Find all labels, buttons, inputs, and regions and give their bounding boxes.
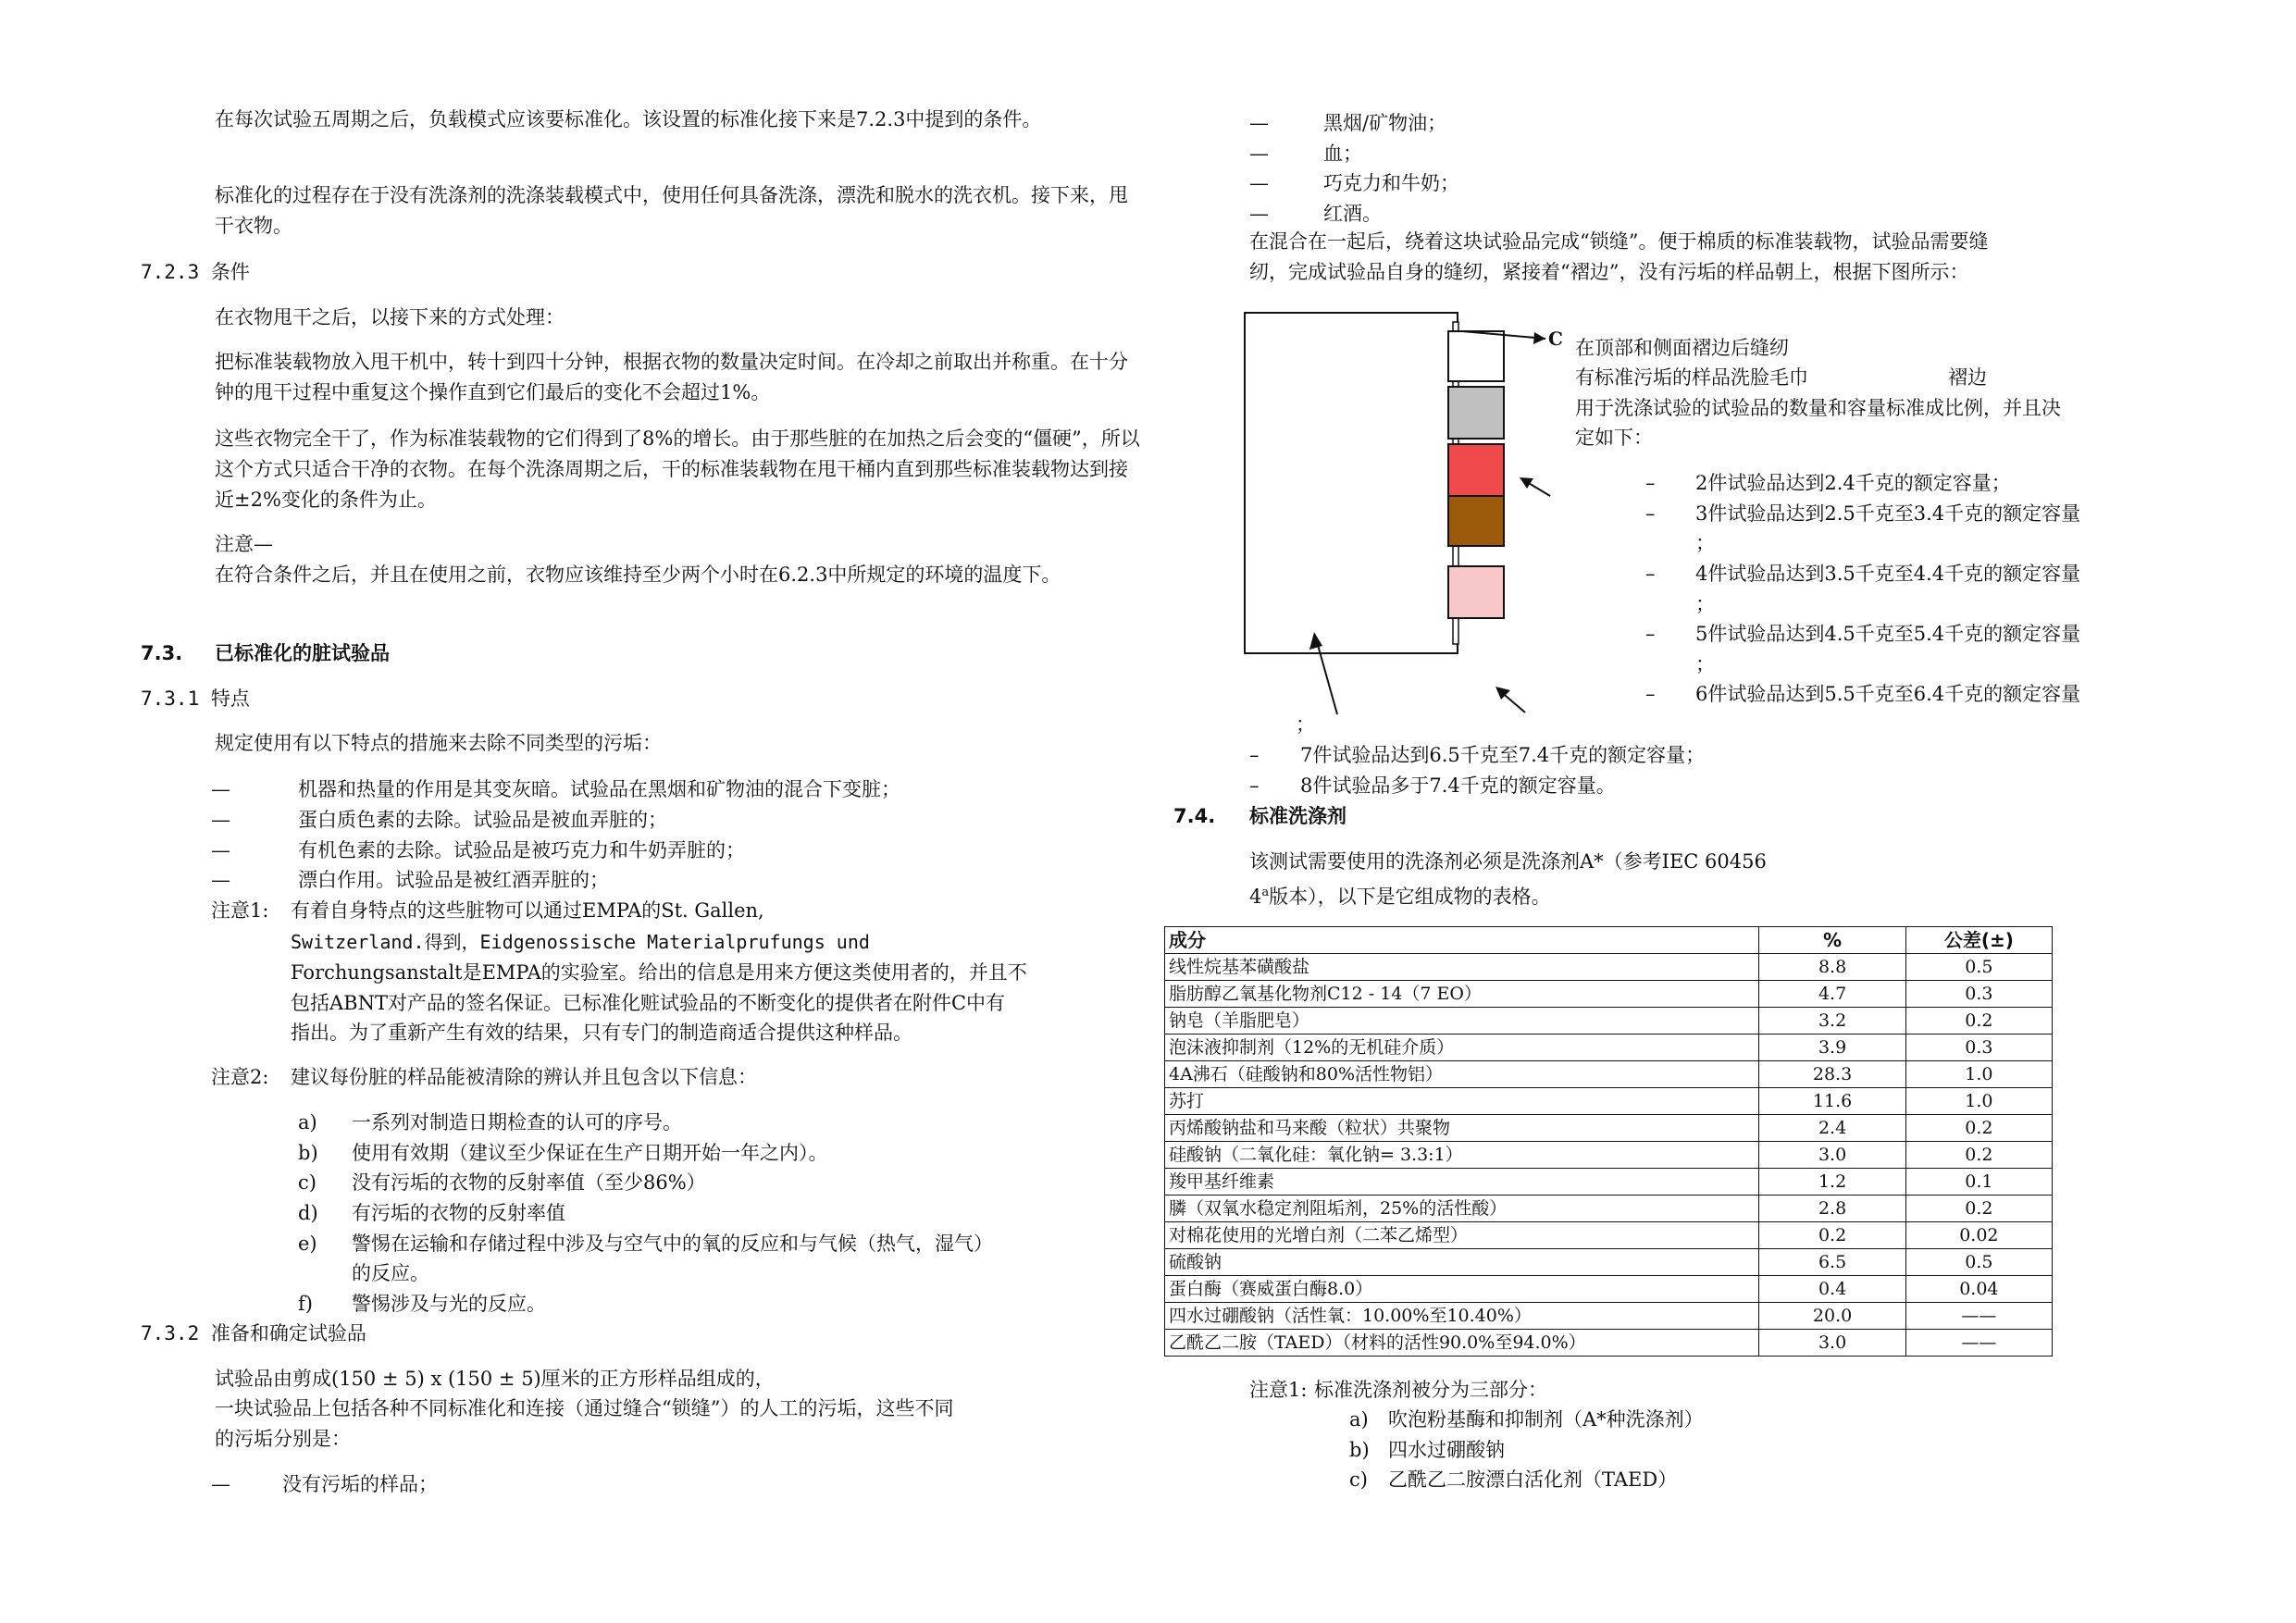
note1-line: 指出。为了重新产生有效的结果，只有专门的制造商适合提供这种样品。 <box>291 1022 912 1044</box>
cell-percent: 2.8 <box>1759 1196 1905 1222</box>
para-detergent-edition <box>1249 877 1551 912</box>
note-text: 标准洗涤剂被分为三部分： <box>1314 1379 1547 1401</box>
cell-component: 线性烷基苯磺酸盐 <box>1165 954 1759 981</box>
note2-item-label: d) <box>298 1202 318 1224</box>
cell-percent: 0.2 <box>1759 1222 1905 1249</box>
edition-superscript: a <box>1261 886 1270 899</box>
capacity-semicolon: ； <box>1296 713 1315 736</box>
table-row <box>1165 1061 2053 1088</box>
para-soil-features: 规定使用有以下特点的措施来去除不同类型的污垢： <box>215 732 662 754</box>
para-test-piece: 的污垢分别是： <box>215 1428 351 1450</box>
edition-number: 4 <box>1249 886 1262 908</box>
figure-label-hem: 褶边 <box>1948 366 1987 389</box>
capacity-item: 3件试验品达到2.5千克至3.4千克的额定容量 <box>1695 502 2081 525</box>
note-item-label: c) <box>1349 1468 1368 1491</box>
note2-item-text: 没有污垢的衣物的反射率值（至少86%） <box>352 1171 706 1194</box>
para-standardization-process: 标准化的过程存在于没有洗涤剂的洗涤装载模式中，使用任何具备洗涤，漂洗和脱水的洗衣机。接下来，甩干衣物。 <box>215 184 1128 237</box>
cell-percent: 3.2 <box>1759 1008 1905 1035</box>
capacity-dash: – <box>1249 774 1260 797</box>
cell-component: 4A沸石（硅酸钠和80%活性物铝） <box>1165 1061 1759 1088</box>
cell-tolerance: 0.2 <box>1905 1196 2052 1222</box>
para-quantity: 定如下： <box>1575 427 1653 449</box>
header-percent: % <box>1759 927 1905 954</box>
para-overlock: 纫，完成试验品自身的缝纫，紧接着“褶边”，没有污垢的样品朝上，根据下图所示： <box>1249 261 1969 283</box>
para-overlock: 在混合在一起后，绕着这块试验品完成“锁缝”。便于棉质的标准装载物，试验品需要缝 <box>1249 230 1989 253</box>
cell-tolerance: 1.0 <box>1905 1088 2052 1115</box>
note-label: 注意1: <box>1249 1379 1308 1401</box>
note2-item-label: e) <box>298 1233 317 1255</box>
soil-item: 红酒。 <box>1323 203 1382 225</box>
cell-component: 硅酸钠（二氧化硅：氧化钠= 3.3:1） <box>1165 1142 1759 1169</box>
cell-percent: 3.0 <box>1759 1142 1905 1169</box>
cell-component: 乙酰乙二胺（TAED）（材料的活性90.0%至94.0%） <box>1165 1330 1759 1357</box>
capacity-item: 2件试验品达到2.4千克的额定容量； <box>1695 472 2011 494</box>
para-note-conditions: 在符合条件之后，并且在使用之前，衣物应该维持至少两个小时在6.2.3中所规定的环境的温度下。 <box>215 564 1061 586</box>
heading-7-3-2: 7.3.2 准备和确定试验品 <box>141 1322 366 1344</box>
capacity-item: 8件试验品多于7.4千克的额定容量。 <box>1300 774 1616 797</box>
soil-item: 巧克力和牛奶； <box>1323 172 1459 194</box>
note2-item-label: a) <box>298 1111 317 1134</box>
para-dried-growth: 这些衣物完全干了，作为标准装载物的它们得到了8%的增长。由于那些脏的在加热之后会变的“僵硬”，所以这个方式只适合干净的衣物。在每个洗涤周期之后，干的标准装载物在甩干桶内直到那些标准装载物达到接近±2%变化的条件为止。 <box>215 427 1140 511</box>
para-detergent: 该测试需要使用的洗涤剂必须是洗涤剂A*（参考IEC 60456 <box>1249 850 1767 873</box>
cell-component: 丙烯酸钠盐和马来酸（粒状）共聚物 <box>1165 1115 1759 1142</box>
note2-item-label: c) <box>298 1171 316 1194</box>
cell-tolerance: 0.5 <box>1905 1249 2052 1276</box>
capacity-semicolon: ； <box>1695 593 1715 615</box>
cell-percent: 3.0 <box>1759 1330 1905 1357</box>
feature-item: 有机色素的去除。试验品是被巧克力和牛奶弄脏的； <box>298 839 745 861</box>
table-row <box>1165 1115 2053 1142</box>
note2-text: 建议每份脏的样品能被清除的辨认并且包含以下信息： <box>291 1066 757 1088</box>
note1-label: 注意1: <box>211 899 269 922</box>
table-row <box>1165 1330 2053 1357</box>
table-row <box>1165 1169 2053 1196</box>
para-after-dry: 在衣物甩干之后，以接下来的方式处理： <box>215 306 565 328</box>
cell-percent: 11.6 <box>1759 1088 1905 1115</box>
cell-percent: 3.9 <box>1759 1035 1905 1061</box>
capacity-dash: – <box>1645 472 1656 494</box>
feature-dash: — <box>211 869 230 891</box>
cell-percent: 20.0 <box>1759 1303 1905 1330</box>
capacity-item: 4件试验品达到3.5千克至4.4千克的额定容量 <box>1695 563 2081 585</box>
para-test-piece: 试验品由剪成(150 ± 5) x (150 ± 5)厘米的正方形样品组成的， <box>215 1368 775 1390</box>
capacity-dash: – <box>1645 683 1656 705</box>
cell-tolerance: 0.3 <box>1905 1035 2052 1061</box>
table-row <box>1165 954 2053 981</box>
capacity-dash: – <box>1645 623 1656 645</box>
cell-percent: 8.8 <box>1759 954 1905 981</box>
cell-component: 苏打 <box>1165 1088 1759 1115</box>
table-row <box>1165 1008 2053 1035</box>
note-item-text: 吹泡粉基酶和抑制剂（A*种洗涤剂） <box>1388 1408 1704 1431</box>
cell-component: 钠皂（羊脂肥皂） <box>1165 1008 1759 1035</box>
table-row <box>1165 1249 2053 1276</box>
note2-item-text: 警惕在运输和存储过程中涉及与空气中的氧的反应和与气候（热气，湿气） <box>352 1233 993 1255</box>
capacity-item: 6件试验品达到5.5千克至6.4千克的额定容量 <box>1695 683 2081 705</box>
feature-item: 蛋白质色素的去除。试验品是被血弄脏的； <box>298 809 667 831</box>
soil-dash: — <box>211 1473 230 1495</box>
cell-tolerance: 1.0 <box>1905 1061 2052 1088</box>
table-row <box>1165 1088 2053 1115</box>
cell-component: 四水过硼酸钠（活性氧：10.00%至10.40%） <box>1165 1303 1759 1330</box>
note-item-label: a) <box>1349 1408 1369 1431</box>
soil-dash: — <box>1249 172 1269 194</box>
note1-line: Forchungsanstalt是EMPA的实验室。给出的信息是用来方便这类使用者的，并且不 <box>291 961 1027 984</box>
para-quantity: 用于洗涤试验的试验品的数量和容量标准成比例，并且决 <box>1575 397 2061 419</box>
note-item-text: 乙酰乙二胺漂白活化剂（TAED） <box>1388 1468 1678 1491</box>
detergent-composition-table <box>1164 926 2053 1357</box>
note2-item-label: b) <box>298 1142 318 1164</box>
heading-7-3-number: 7.3. <box>141 642 183 664</box>
table-row <box>1165 1035 2053 1061</box>
cell-component: 羧甲基纤维素 <box>1165 1169 1759 1196</box>
edition-text: 版本），以下是它组成物的表格。 <box>1269 886 1551 908</box>
cell-component: 对棉花使用的光增白剂（二苯乙烯型） <box>1165 1222 1759 1249</box>
table-row <box>1165 981 2053 1008</box>
soil-item: 黑烟/矿物油； <box>1323 112 1447 134</box>
soil-dash: — <box>1249 203 1269 225</box>
note-item-label: b) <box>1349 1439 1370 1461</box>
feature-item: 机器和热量的作用是其变灰暗。试验品在黑烟和矿物油的混合下变脏； <box>298 778 900 800</box>
feature-dash: — <box>211 839 230 861</box>
cell-component: 硫酸钠 <box>1165 1249 1759 1276</box>
note2-item-text: 一系列对制造日期检查的认可的序号。 <box>352 1111 682 1134</box>
para-standardization: 在每次试验五周期之后，负载模式应该要标准化。该设置的标准化接下来是7.2.3中提到的条件。 <box>215 108 1042 130</box>
cell-tolerance: 0.1 <box>1905 1169 2052 1196</box>
cell-tolerance: 0.2 <box>1905 1142 2052 1169</box>
note1-line: 包括ABNT对产品的签名保证。已标准化赃试验品的不断变化的提供者在附件C中有 <box>291 992 1006 1014</box>
capacity-semicolon: ； <box>1695 653 1715 675</box>
header-tolerance: 公差(±) <box>1905 927 2052 954</box>
cell-percent: 28.3 <box>1759 1061 1905 1088</box>
figure-label-soiled-towel: 有标准污垢的样品洗脸毛巾 <box>1575 366 1808 389</box>
table-header-row <box>1165 927 2053 954</box>
note2-item-text: 使用有效期（建议至少保证在生产日期开始一年之内）。 <box>352 1142 828 1164</box>
heading-7-3-title: 已标准化的脏试验品 <box>215 642 390 664</box>
heading-7-4-title: 标准洗涤剂 <box>1249 805 1347 827</box>
cell-tolerance: 0.04 <box>1905 1276 2052 1303</box>
cell-component: 泡沫液抑制剂（12%的无机硅介质） <box>1165 1035 1759 1061</box>
capacity-semicolon: ； <box>1695 532 1715 554</box>
note-label: 注意— <box>215 533 273 555</box>
note2-item-text: 的反应。 <box>352 1262 429 1284</box>
cell-percent: 1.2 <box>1759 1169 1905 1196</box>
capacity-dash: – <box>1249 744 1260 766</box>
note2-item-text: 警惕涉及与光的反应。 <box>352 1293 546 1315</box>
capacity-dash: – <box>1645 502 1656 525</box>
header-component: 成分 <box>1165 927 1759 954</box>
note2-label: 注意2: <box>211 1066 269 1088</box>
heading-7-3-1: 7.3.1 特点 <box>141 688 250 710</box>
figure-label-c: C <box>1548 328 1563 350</box>
note1-line: 有着自身特点的这些脏物可以通过EMPA的St. Gallen, <box>291 899 764 922</box>
soil-dash: — <box>1249 142 1269 165</box>
cell-component: 膦（双氧水稳定剂阻垢剂，25%的活性酸） <box>1165 1196 1759 1222</box>
table-row <box>1165 1276 2053 1303</box>
para-test-piece: 一块试验品上包括各种不同标准化和连接（通过缝合“锁缝”）的人工的污垢，这些不同 <box>215 1397 954 1419</box>
cell-component: 蛋白酶（赛威蛋白酶8.0） <box>1165 1276 1759 1303</box>
cell-tolerance: —— <box>1905 1303 2052 1330</box>
heading-7-4-number: 7.4. <box>1173 805 1216 827</box>
table-row <box>1165 1142 2053 1169</box>
cell-tolerance: 0.3 <box>1905 981 2052 1008</box>
note1-line: Switzerland.得到，Eidgenossische Materialprufungs und <box>291 931 870 953</box>
cell-tolerance: 0.2 <box>1905 1008 2052 1035</box>
cell-percent: 4.7 <box>1759 981 1905 1008</box>
para-load-dryer: 把标准装载物放入甩干机中，转十到四十分钟，根据衣物的数量决定时间。在冷却之前取出并称重。在十分钟的甩干过程中重复这个操作直到它们最后的变化不会超过1%。 <box>215 351 1128 403</box>
note-item-text: 四水过硼酸钠 <box>1388 1439 1505 1461</box>
cell-percent: 6.5 <box>1759 1249 1905 1276</box>
cell-tolerance: —— <box>1905 1330 2052 1357</box>
note2-item-text: 有污垢的衣物的反射率值 <box>352 1202 565 1224</box>
table-row <box>1165 1196 2053 1222</box>
cell-component: 脂肪醇乙氧基化物剂C12 - 14（7 EO） <box>1165 981 1759 1008</box>
soil-dash: — <box>1249 112 1269 134</box>
capacity-item: 5件试验品达到4.5千克至5.4千克的额定容量 <box>1695 623 2081 645</box>
cell-tolerance: 0.2 <box>1905 1115 2052 1142</box>
feature-item: 漂白作用。试验品是被红酒弄脏的； <box>298 869 609 891</box>
table-row <box>1165 1303 2053 1330</box>
cell-tolerance: 0.02 <box>1905 1222 2052 1249</box>
heading-7-2-3: 7.2.3 条件 <box>141 261 250 283</box>
cell-percent: 2.4 <box>1759 1115 1905 1142</box>
feature-dash: — <box>211 809 230 831</box>
soil-item-unsoiled: 没有污垢的样品； <box>282 1473 438 1495</box>
feature-dash: — <box>211 778 230 800</box>
soil-item: 血； <box>1323 142 1362 165</box>
figure-label-sewing: 在顶部和侧面褶边后缝纫 <box>1575 337 1789 359</box>
capacity-dash: – <box>1645 563 1656 585</box>
cell-percent: 0.4 <box>1759 1276 1905 1303</box>
capacity-item: 7件试验品达到6.5千克至7.4千克的额定容量； <box>1300 744 1706 766</box>
test-piece-figure <box>1240 305 1555 722</box>
table-row <box>1165 1222 2053 1249</box>
note2-item-label: f) <box>298 1293 313 1315</box>
cell-tolerance: 0.5 <box>1905 954 2052 981</box>
